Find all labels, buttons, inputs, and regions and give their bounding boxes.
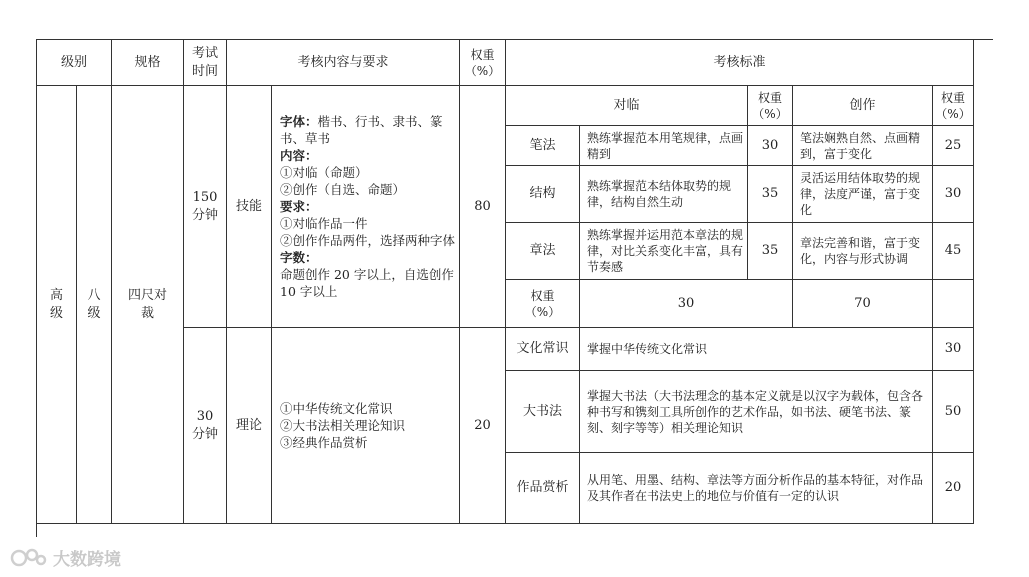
watermark-logo — [10, 545, 121, 570]
header-exam-time: 考试 时间 — [184, 40, 227, 86]
theory-criterion-name: 大书法 — [506, 371, 580, 453]
criterion-name: 笔法 — [506, 126, 580, 166]
create-weight: 25 — [933, 126, 974, 166]
copy-weight: 30 — [748, 126, 793, 166]
theory-criterion-weight: 20 — [933, 453, 974, 524]
theory-criterion-text: 掌握大书法（大书法理念的基本定义就是以汉字为载体，包含各种书写和镌刻工具所创作的艺术作品，如书法、硬笔书法、篆刻、刻字等等）相关理论知识 — [580, 371, 933, 453]
font-label: 字体： — [280, 114, 318, 129]
require-item: ②创作作品两件，选择两种字体 — [280, 233, 456, 248]
header-spec: 规格 — [112, 40, 184, 86]
copy-criterion: 熟练掌握并运用范本章法的规律，对比关系变化丰富，具有节奏感 — [580, 223, 748, 280]
skill-time: 150 分钟 — [184, 86, 227, 328]
create-total: 70 — [793, 280, 933, 328]
create-criterion: 章法完善和谐，富于变化，内容与形式协调 — [793, 223, 933, 280]
header-weight: 权重 （%） — [460, 40, 506, 86]
require-item: ①对临作品一件 — [280, 216, 368, 231]
copy-weight: 35 — [748, 166, 793, 223]
count-text: 命题创作 20 字以上，自选创作 10 字以上 — [280, 267, 454, 299]
theory-item: ①中华传统文化常识 — [280, 401, 393, 416]
theory-criterion-weight: 50 — [933, 371, 974, 453]
copy-weight: 35 — [748, 223, 793, 280]
copy-weight-header: 权重 （%） — [748, 86, 793, 126]
theory-items — [272, 328, 460, 524]
skill-requirements — [272, 86, 460, 328]
require-label: 要求： — [280, 199, 318, 214]
theory-item: ②大书法相关理论知识 — [280, 418, 406, 433]
theory-criterion-name: 文化常识 — [506, 328, 580, 371]
copy-header: 对临 — [506, 86, 748, 126]
theory-type: 理论 — [227, 328, 272, 524]
copy-total: 30 — [580, 280, 793, 328]
theory-time: 30 分钟 — [184, 328, 227, 524]
grade-cell: 高 级 — [37, 86, 77, 524]
content-item: ①对临（命题） — [280, 165, 368, 180]
theory-weight: 20 — [460, 328, 506, 524]
header-content: 考核内容与要求 — [227, 40, 460, 86]
spec-cell: 四尺对 裁 — [112, 86, 184, 524]
create-weight-header: 权重 （%） — [933, 86, 974, 126]
theory-criterion-text: 掌握中华传统文化常识 — [580, 328, 933, 371]
theory-criterion-text: 从用笔、用墨、结构、章法等方面分析作品的基本特征，对作品及其作者在书法史上的地位与价值有一定的认识 — [580, 453, 933, 524]
copy-criterion: 熟练掌握范本用笔规律，点画精到 — [580, 126, 748, 166]
create-criterion: 笔法娴熟自然、点画精到，富于变化 — [793, 126, 933, 166]
create-header: 创作 — [793, 86, 933, 126]
copy-criterion: 熟练掌握范本结体取势的规律，结构自然生动 — [580, 166, 748, 223]
skill-type: 技能 — [227, 86, 272, 328]
total-weight-label: 权重 （%） — [506, 280, 580, 328]
rank-cell: 八 级 — [77, 86, 112, 524]
theory-criterion-name: 作品赏析 — [506, 453, 580, 524]
create-weight: 45 — [933, 223, 974, 280]
watermark-text: 大数跨境 — [53, 550, 121, 570]
count-label: 字数： — [280, 250, 318, 265]
total-empty-cell — [933, 280, 974, 328]
exam-standards-table — [36, 39, 993, 537]
create-criterion: 灵活运用结体取势的规律，法度严谨，富于变化 — [793, 166, 933, 223]
skill-weight: 80 — [460, 86, 506, 328]
content-item: ②创作（自选、命题） — [280, 182, 406, 197]
criterion-name: 结构 — [506, 166, 580, 223]
header-standard: 考核标准 — [506, 40, 974, 86]
watermark-icon — [10, 546, 48, 570]
theory-item: ③经典作品赏析 — [280, 435, 368, 450]
content-label: 内容： — [280, 148, 318, 163]
criterion-name: 章法 — [506, 223, 580, 280]
header-level: 级别 — [37, 40, 112, 86]
create-weight: 30 — [933, 166, 974, 223]
theory-criterion-weight: 30 — [933, 328, 974, 371]
font-text: 楷书、行书、隶书、篆书、草书 — [280, 114, 443, 146]
